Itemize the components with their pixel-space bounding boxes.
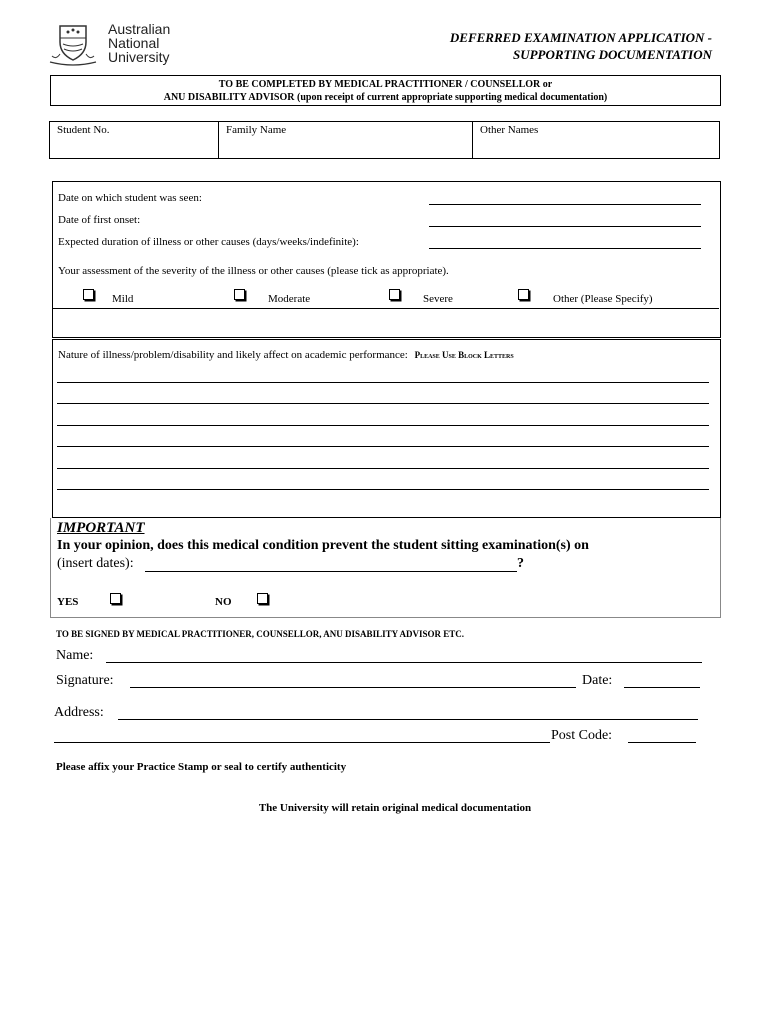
insert-dates-label: (insert dates): <box>57 556 134 571</box>
important-box <box>50 518 721 618</box>
severity-prompt: Your assessment of the severity of the illness or other causes (please tick as appropriate). <box>58 265 449 277</box>
form-title-line-1: DEFERRED EXAMINATION APPLICATION - <box>449 30 712 45</box>
postcode-label: Post Code: <box>551 728 613 743</box>
instructions-line-2: ANU DISABILITY ADVISOR (upon receipt of current appropriate supporting medical documentation) <box>163 92 608 103</box>
yes-checkbox[interactable] <box>110 593 121 604</box>
no-checkbox[interactable] <box>257 593 268 604</box>
date-field[interactable] <box>624 687 700 688</box>
mild-label: Mild <box>112 293 134 305</box>
mild-checkbox[interactable] <box>83 289 94 300</box>
nature-line-5[interactable] <box>57 468 709 469</box>
exam-dates-field[interactable] <box>145 571 517 572</box>
severe-label: Severe <box>423 293 453 305</box>
divider <box>472 122 473 158</box>
severe-checkbox[interactable] <box>389 289 400 300</box>
date-seen-field[interactable] <box>429 204 701 205</box>
other-checkbox[interactable] <box>518 289 529 300</box>
other-label: Other (Please Specify) <box>553 293 653 305</box>
address-label: Address: <box>54 705 104 720</box>
question-mark: ? <box>517 556 524 571</box>
address-line-2[interactable] <box>54 742 550 743</box>
moderate-label: Moderate <box>268 293 311 305</box>
logo-line-2: National <box>108 35 160 51</box>
moderate-checkbox[interactable] <box>234 289 245 300</box>
signature-label: Signature: <box>56 673 114 688</box>
nature-box <box>52 339 721 518</box>
nature-line-3[interactable] <box>57 425 709 426</box>
date-onset-field[interactable] <box>429 226 701 227</box>
important-heading: IMPORTANT <box>57 520 145 536</box>
address-line-1[interactable] <box>118 719 698 720</box>
family-name-label: Family Name <box>226 124 287 136</box>
duration-label: Expected duration of illness or other causes (days/weeks/indefinite): <box>58 236 359 248</box>
date-onset-label: Date of first onset: <box>58 214 141 226</box>
signoff-heading: TO BE SIGNED BY MEDICAL PRACTITIONER, COUNSELLOR, ANU DISABILITY ADVISOR ETC. <box>56 629 465 639</box>
important-question: In your opinion, does this medical condition prevent the student sitting examination(s) on <box>57 538 589 553</box>
block-letters-hint: Please Use Block Letters <box>414 350 514 360</box>
divider <box>53 308 719 309</box>
nature-line-2[interactable] <box>57 403 709 404</box>
name-field[interactable] <box>106 662 702 663</box>
form-title <box>352 29 712 63</box>
other-specify-field[interactable] <box>53 310 719 335</box>
date-seen-label: Date on which student was seen: <box>58 192 202 204</box>
divider <box>218 122 219 158</box>
logo-line-1: Australian <box>108 21 171 37</box>
completion-instructions <box>50 75 721 106</box>
no-label: NO <box>215 596 232 608</box>
student-details-row <box>49 121 720 159</box>
nature-line-1[interactable] <box>57 382 709 383</box>
other-names-label: Other Names <box>480 124 539 136</box>
retain-note: The University will retain original medical documentation <box>258 802 532 814</box>
duration-field[interactable] <box>429 248 701 249</box>
stamp-note: Please affix your Practice Stamp or seal to certify authenticity <box>56 761 347 773</box>
form-title-line-2: SUPPORTING DOCUMENTATION <box>513 47 712 62</box>
nature-label <box>58 349 514 361</box>
name-label: Name: <box>56 648 94 663</box>
anu-logo <box>46 22 186 66</box>
nature-line-4[interactable] <box>57 446 709 447</box>
logo-line-3: University <box>108 49 170 65</box>
signature-field[interactable] <box>130 687 576 688</box>
date-label: Date: <box>582 673 613 688</box>
student-no-label: Student No. <box>57 124 110 136</box>
yes-label: YES <box>57 596 79 608</box>
postcode-field[interactable] <box>628 742 696 743</box>
assessment-box <box>52 181 721 338</box>
crest-icon <box>46 22 100 66</box>
nature-line-6[interactable] <box>57 489 709 490</box>
instructions-line-1: TO BE COMPLETED BY MEDICAL PRACTITIONER / COUNSELLOR or <box>218 79 553 90</box>
nature-label-text: Nature of illness/problem/disability and likely affect on academic performance: <box>58 349 408 361</box>
